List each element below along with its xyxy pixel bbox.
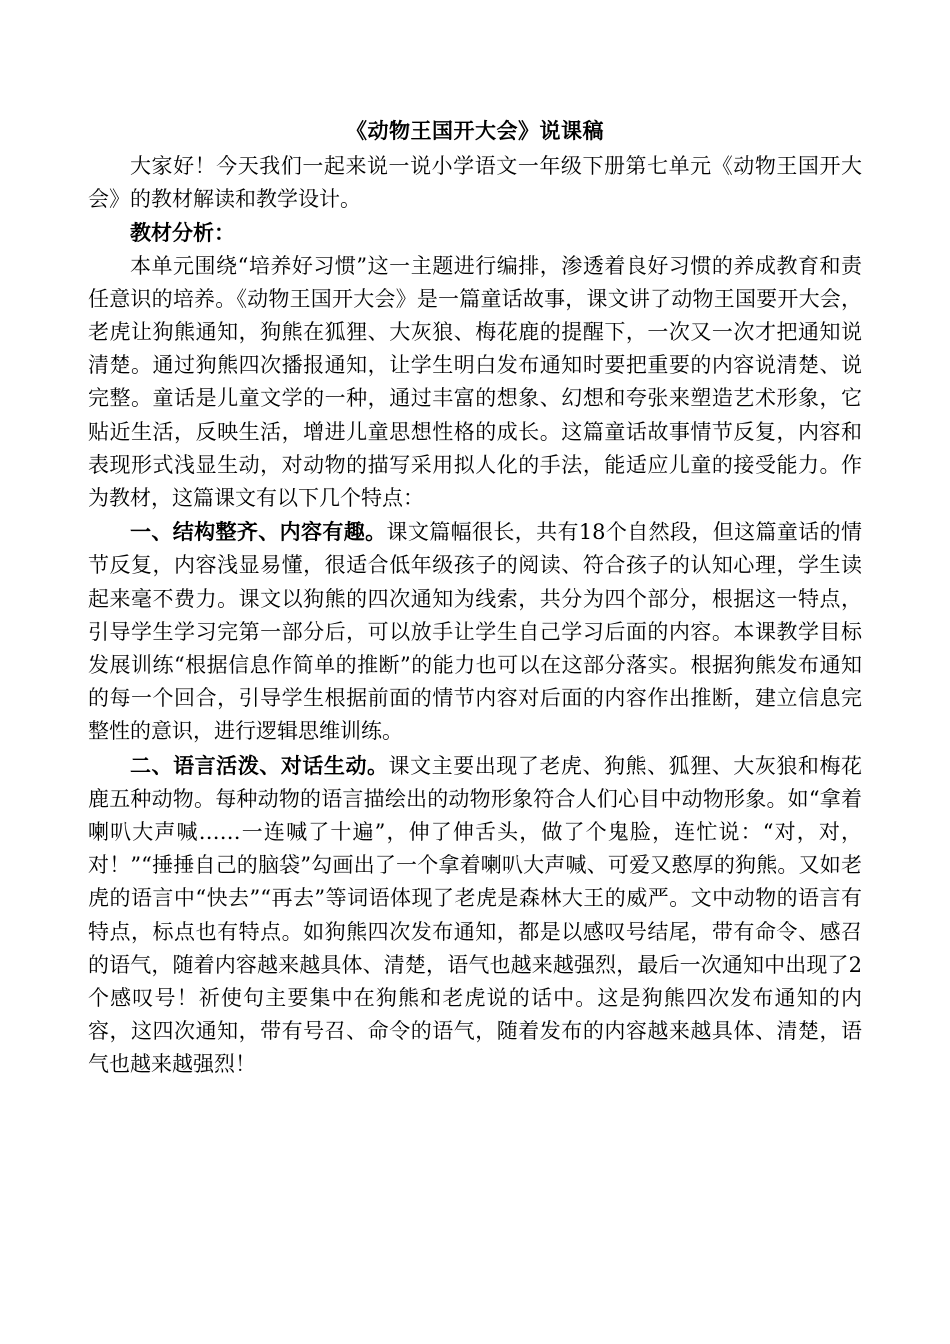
point1-paragraph	[88, 515, 862, 748]
analysis-paragraph: 本单元围绕“培养好习惯”这一主题进行编排，渗透着良好习惯的养成教育和责任意识的培养。《动物王国开大会》是一篇童话故事，课文讲了动物王国要开大会，老虎让狗熊通知，狗熊在狐狸、大灰狼、梅花鹿的提醒下，一次又一次才把通知说清楚。通过狗熊四次播报通知，让学生明白发布通知时要把重要的内容说清楚、说完整。童话是儿童文学的一种，通过丰富的想象、幻想和夸张来塑造艺术形象，它贴近生活，反映生活，增进儿童思想性格的成长。这篇童话故事情节反复，内容和表现形式浅显生动，对动物的描写采用拟人化的手法，能适应儿童的接受能力。作为教材，这篇课文有以下几个特点：	[88, 253, 862, 511]
point2-paragraph	[88, 749, 862, 1082]
point1-heading: 一、结构整齐、内容有趣。	[130, 519, 387, 545]
point2-text: 课文主要出现了老虎、狗熊、狐狸、大灰狼和梅花鹿五种动物。每种动物的语言描绘出的动物形象符合人们心目中动物形象。如“拿着喇叭大声喊……一连喊了十遍”，伸了伸舌头，做了个鬼脸，连忙说：“对，对，对！”“捶捶自己的脑袋”勾画出了一个拿着喇叭大声喊、可爱又憨厚的狗熊。又如老虎的语言中“快去”“再去”等词语体现了老虎是森林大王的威严。文中动物的语言有特点，标点也有特点。如狗熊四次发布通知，都是以感叹号结尾，带有命令、感召的语气，随着内容越来越具体、清楚，语气也越来越强烈，最后一次通知中出现了2个感叹号！祈使句主要集中在狗熊和老虎说的话中。这是狗熊四次发布通知的内容，这四次通知，带有号召、命令的语气，随着发布的内容越来越具体、清楚，语气也越来越强烈！	[88, 753, 862, 1077]
section-heading: 教材分析：	[130, 220, 235, 246]
point1-text: 课文篇幅很长，共有18个自然段，但这篇童话的情节反复，内容浅显易懂，很适合低年级孩子的阅读、符合孩子的认知心理，学生读起来毫不费力。课文以狗熊的四次通知为线索，共分为四个部分，根据这一特点，引导学生学习完第一部分后，可以放手让学生自己学习后面的内容。本课教学目标发展训练“根据信息作简单的推断”的能力也可以在这部分落实。根据狗熊发布通知的每一个回合，引导学生根据前面的情节内容对后面的内容作出推断，建立信息完整性的意识，进行逻辑思维训练。	[88, 520, 862, 744]
document-body	[88, 150, 862, 1082]
point2-heading: 二、语言活泼、对话生动。	[130, 752, 389, 778]
document-title: 《动物王国开大会》说课稿	[346, 118, 604, 143]
intro-paragraph: 大家好！今天我们一起来说一说小学语文一年级下册第七单元《动物王国开大会》的教材解读和教学设计。	[88, 154, 862, 212]
